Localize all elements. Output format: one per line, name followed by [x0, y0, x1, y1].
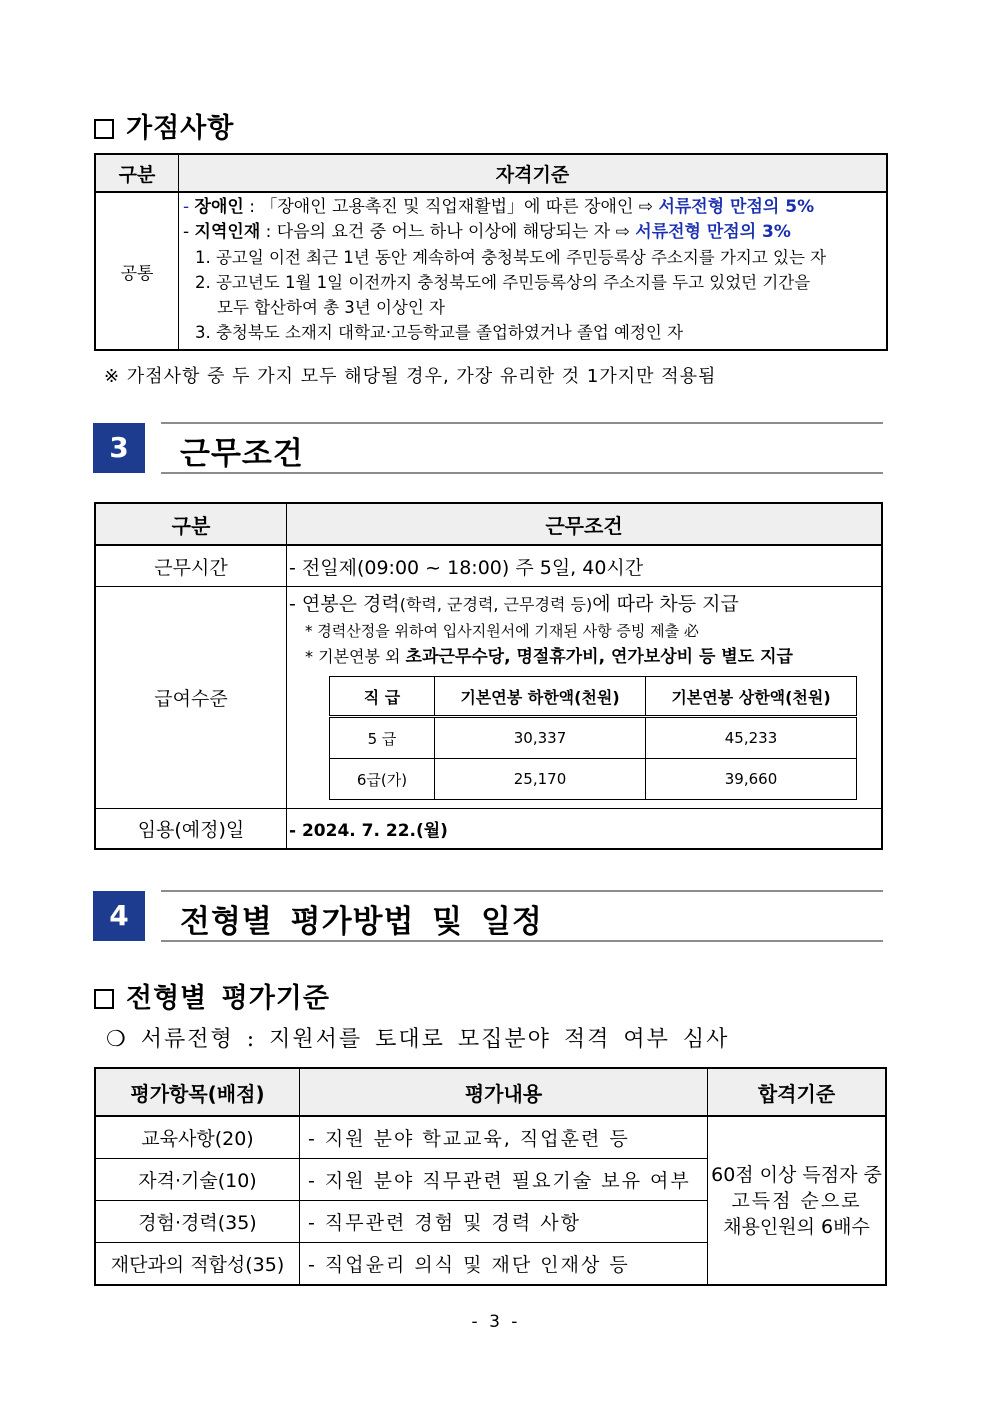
- salary-line-2: * 경력산정을 위하여 입사지원서에 기재된 사항 증빙 제출 必: [305, 622, 699, 640]
- salary-range-table: [329, 676, 857, 800]
- eval-content-cell: - 직무관련 경험 및 경력 사항: [300, 1201, 708, 1243]
- pass-line-1: 60점 이상 득점자 중: [711, 1163, 882, 1186]
- appointment-value: - 2024. 7. 22.(월): [287, 809, 883, 850]
- salary-max-cell: 45,233: [646, 717, 857, 759]
- salary-row: [330, 759, 857, 800]
- evaluation-table: [94, 1067, 887, 1286]
- eval-item-cell: 자격·기술(10): [95, 1159, 300, 1201]
- checkbox-square-icon: [94, 989, 114, 1009]
- bonus-table: [94, 153, 888, 351]
- section-4-top-rule: [161, 890, 883, 892]
- eval-item-cell: 재단과의 적합성(35): [95, 1243, 300, 1286]
- bonus-category-cell: 공통: [95, 192, 179, 350]
- work-hours-label: 근무시간: [95, 545, 287, 587]
- eval-content-cell: - 지원 분야 학교교육, 직업훈련 등: [300, 1116, 708, 1159]
- bonus-regional-line: - 지역인재 : 다음의 요건 중 어느 하나 이상에 해당되는 자 ⇨ 서류전형 만점의 3%: [183, 222, 791, 242]
- bonus-criteria-cell: [179, 192, 888, 350]
- bonus-section-title: 가점사항: [94, 106, 234, 145]
- section-3-top-rule: [161, 422, 883, 424]
- eval-content-cell: - 지원 분야 직무관련 필요기술 보유 여부: [300, 1159, 708, 1201]
- bonus-item-3: 3. 충청북도 소재지 대학교·고등학교를 졸업하였거나 졸업 예정인 자: [195, 323, 684, 342]
- document-screening-line: ❍ 서류전형 : 지원서를 토대로 모집분야 적격 여부 심사: [106, 1027, 730, 1052]
- pass-line-3: 채용인원의 6배수: [723, 1215, 870, 1238]
- table-row: [95, 1116, 886, 1159]
- salary-header-min: 기본연봉 하한액(천원): [435, 677, 646, 717]
- salary-min-cell: 25,170: [435, 759, 646, 800]
- page-number: - 3 -: [471, 1312, 521, 1332]
- bonus-note: ※ 가점사항 중 두 가지 모두 해당될 경우, 가장 유리한 것 1가지만 적용됨: [104, 366, 717, 387]
- salary-max-cell: 39,660: [646, 759, 857, 800]
- eval-header-item: 평가항목(배점): [95, 1068, 300, 1116]
- salary-header-max: 기본연봉 상한액(천원): [646, 677, 857, 717]
- appointment-label: 임용(예정)일: [95, 809, 287, 850]
- bonus-disabled-line: - 장애인 : 「장애인 고용촉진 및 직업재활법」에 따른 장애인 ⇨ 서류전형 만점의 5%: [183, 197, 815, 217]
- bonus-item-2: 2. 공고년도 1월 1일 이전까지 충청북도에 주민등록상의 주소지를 두고 있었던 기간을: [195, 273, 811, 292]
- bonus-header-criteria: 자격기준: [179, 154, 888, 192]
- section-3-number: 3: [93, 423, 145, 473]
- salary-line-3: * 기본연봉 외 초과근무수당, 명절휴가비, 연가보상비 등 별도 지급: [305, 647, 793, 667]
- bonus-header-category: 구분: [95, 154, 179, 192]
- eval-header-content: 평가내용: [300, 1068, 708, 1116]
- eval-item-cell: 경험·경력(35): [95, 1201, 300, 1243]
- section-3-title: 근무조건: [180, 436, 304, 472]
- salary-line-1: - 연봉은 경력(학력, 군경력, 근무경력 등)에 따라 차등 지급: [289, 593, 739, 615]
- bonus-item-2-cont: 모두 합산하여 총 3년 이상인 자: [217, 298, 445, 317]
- salary-row: [330, 717, 857, 759]
- section-4-number: 4: [93, 891, 145, 941]
- eval-content-cell: - 직업윤리 의식 및 재단 인재상 등: [300, 1243, 708, 1286]
- evaluation-subtitle: 전형별 평가기준: [94, 976, 330, 1015]
- eval-pass-criteria: [708, 1116, 887, 1285]
- pass-line-2: 고득점 순으로: [731, 1189, 862, 1212]
- salary-label: 급여수준: [95, 587, 287, 809]
- work-conditions-table: [94, 502, 883, 850]
- salary-cell: [287, 587, 883, 809]
- checkbox-square-icon: [94, 119, 114, 139]
- eval-item-cell: 교육사항(20): [95, 1116, 300, 1159]
- work-header-conditions: 근무조건: [287, 503, 883, 545]
- salary-grade-cell: 5 급: [330, 717, 435, 759]
- bonus-item-1: 1. 공고일 이전 최근 1년 동안 계속하여 충청북도에 주민등록상 주소지를 가지고 있는 자: [195, 248, 827, 267]
- salary-grade-cell: 6급(가): [330, 759, 435, 800]
- salary-min-cell: 30,337: [435, 717, 646, 759]
- work-header-category: 구분: [95, 503, 287, 545]
- salary-header-grade: 직 급: [330, 677, 435, 717]
- work-hours-value: - 전일제(09:00 ~ 18:00) 주 5일, 40시간: [287, 545, 883, 587]
- eval-header-pass: 합격기준: [708, 1068, 887, 1116]
- section-4-title: 전형별 평가방법 및 일정: [180, 904, 543, 940]
